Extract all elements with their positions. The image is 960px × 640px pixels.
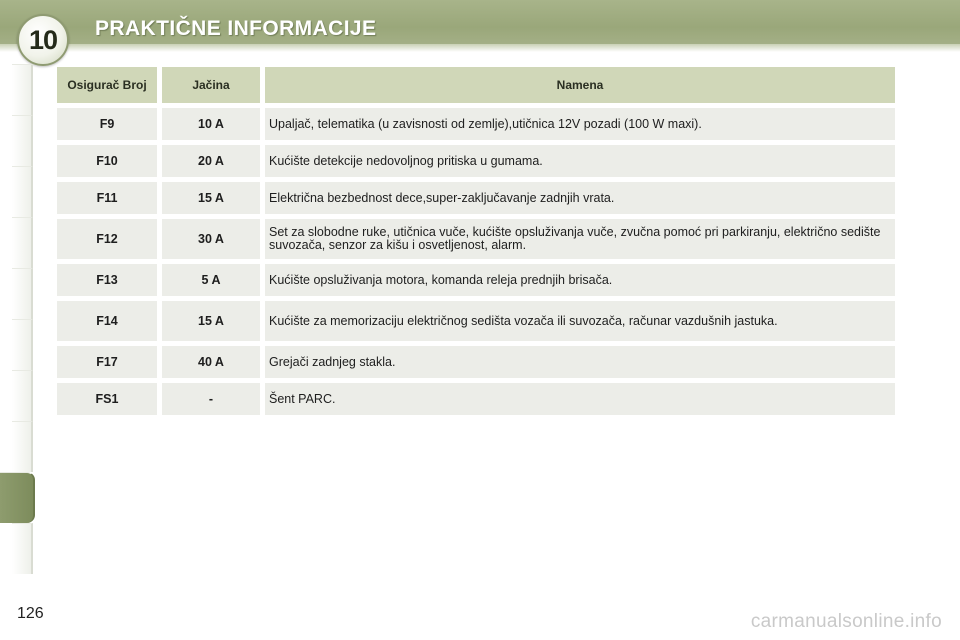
fuse-number: F9 [57,108,157,140]
chapter-tab-2[interactable] [12,115,33,166]
page-title: PRAKTIČNE INFORMACIJE [95,17,377,40]
chapter-tab-1[interactable] [12,64,33,115]
fuse-number: F13 [57,264,157,296]
chapter-tab-7[interactable] [12,370,33,421]
fuse-purpose: Upaljač, telematika (u zavisnosti od zemlje),utičnica 12V pozadi (100 W maxi). [265,108,895,140]
fuse-amperage: 40 A [162,346,260,378]
header-fade [0,44,960,52]
fuse-number: F10 [57,145,157,177]
fuse-purpose: Set za slobodne ruke, utičnica vuče, kućište opsluživanja vuče, zvučna pomoć pri parkiranju, električno sedište suvozača, senzor za kišu i osvetljenost, alarm. [265,219,895,259]
fuse-number: F14 [57,301,157,341]
chapter-tabs [0,64,34,578]
chapter-tab-3[interactable] [12,166,33,217]
fuse-table [52,62,900,420]
fuse-purpose: Kućište opsluživanja motora, komanda releja prednjih brisača. [265,264,895,296]
fuse-amperage: 10 A [162,108,260,140]
chapter-tab-5[interactable] [12,268,33,319]
chapter-tab-10-active[interactable] [0,472,35,523]
table-row [57,182,895,214]
fuse-purpose: Električna bezbednost dece,super-zaključavanje zadnjih vrata. [265,182,895,214]
fuse-number: F11 [57,182,157,214]
fuse-amperage: 5 A [162,264,260,296]
header-purpose: Namena [265,67,895,103]
table-row [57,219,895,259]
table-header-row [57,67,895,103]
header-amperage: Jačina [162,67,260,103]
chapter-tab-11[interactable] [12,523,33,574]
fuse-amperage: 15 A [162,182,260,214]
table-row [57,383,895,415]
fuse-number: FS1 [57,383,157,415]
fuse-purpose: Kućište detekcije nedovoljnog pritiska u gumama. [265,145,895,177]
header-fuse-number: Osigurač Broj [57,67,157,103]
fuse-amperage: - [162,383,260,415]
table-row [57,301,895,341]
fuse-amperage: 30 A [162,219,260,259]
chapter-tab-8[interactable] [12,421,33,472]
fuse-amperage: 20 A [162,145,260,177]
fuse-purpose: Grejači zadnjeg stakla. [265,346,895,378]
table-row [57,145,895,177]
fuse-amperage: 15 A [162,301,260,341]
fuse-purpose: Kućište za memorizaciju električnog sedišta vozača ili suvozača, računar vazdušnih jastuka. [265,301,895,341]
chapter-badge: 10 [17,14,69,66]
fuse-number: F12 [57,219,157,259]
watermark: carmanualsonline.info [750,611,942,632]
fuse-purpose: Šent PARC. [265,383,895,415]
chapter-tab-4[interactable] [12,217,33,268]
fuse-number: F17 [57,346,157,378]
page-number: 126 [17,605,44,622]
chapter-tab-6[interactable] [12,319,33,370]
table-row [57,264,895,296]
table-row [57,108,895,140]
table-row [57,346,895,378]
